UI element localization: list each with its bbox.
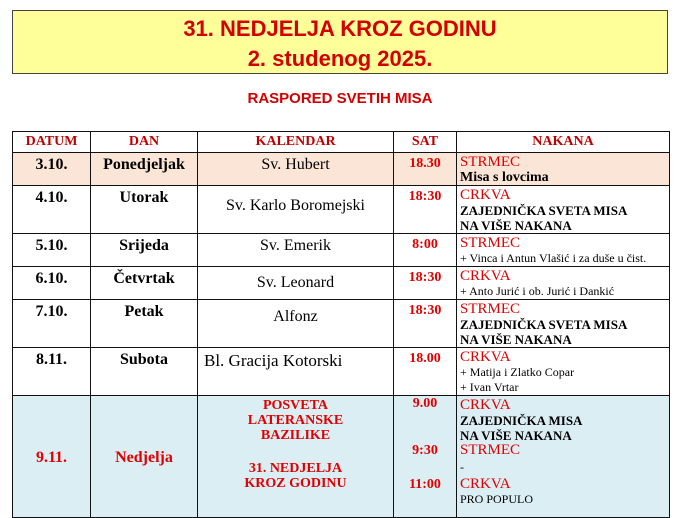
- table-row: [13, 267, 670, 300]
- intention: PRO POPULO: [460, 492, 534, 506]
- datum: 9.11.: [13, 396, 91, 518]
- datum: 6.10.: [13, 267, 91, 300]
- header-nakana: NAKANA: [457, 132, 670, 153]
- kalendar: Sv. Emerik: [198, 234, 394, 267]
- location: CRKVA: [460, 349, 511, 365]
- header-kalendar: KALENDAR: [198, 132, 394, 153]
- header-row: [13, 132, 670, 153]
- location: STRMEC: [460, 301, 521, 317]
- datum: 7.10.: [13, 300, 91, 348]
- nakana: [457, 267, 670, 300]
- mass-2: [460, 443, 669, 475]
- intention: + Matija i Zlatko Copar: [460, 365, 575, 379]
- location: CRKVA: [460, 397, 511, 413]
- intention: Misa s lovcima: [460, 170, 549, 185]
- dan: Srijeda: [91, 234, 198, 267]
- datum: 8.11.: [13, 348, 91, 396]
- title-line1: 31. NEDJELJA KROZ GODINU: [183, 16, 497, 41]
- location: STRMEC: [460, 235, 521, 251]
- table-row: [13, 186, 670, 234]
- kalendar: [198, 396, 394, 518]
- feast-name: POSVETA LATERANSKE BAZILIKE: [247, 398, 344, 443]
- intention: + Vinca i Antun Vlašić i za duše u čist.: [460, 251, 647, 265]
- table-row: [13, 153, 670, 186]
- sunday-row: [13, 396, 670, 518]
- dan: Petak: [91, 300, 198, 348]
- dan: Subota: [91, 348, 198, 396]
- intention: ZAJEDNIČKA MISA: [460, 413, 583, 428]
- sat: 18.00: [394, 348, 457, 396]
- kalendar: Alfonz: [198, 300, 394, 348]
- mass-1: [460, 398, 669, 443]
- dan: Ponedjeljak: [91, 153, 198, 186]
- sat: 8:00: [394, 234, 457, 267]
- nakana: [457, 153, 670, 186]
- table-row: [13, 234, 670, 267]
- sat: 18:30: [394, 267, 457, 300]
- intention: + Ivan Vrtar: [460, 380, 519, 394]
- sunday-name: 31. NEDJELJA KROZ GODINU: [244, 461, 347, 491]
- sat: 18:30: [394, 300, 457, 348]
- mass-schedule-table: [12, 131, 670, 518]
- time-3: 11:00: [409, 477, 441, 492]
- location: CRKVA: [460, 476, 511, 492]
- title-box: [12, 10, 668, 74]
- intention: -: [460, 460, 464, 474]
- datum: 4.10.: [13, 186, 91, 234]
- kalendar: Sv. Karlo Boromejski: [198, 186, 394, 234]
- header-dan: DAN: [91, 132, 198, 153]
- dan: Nedjelja: [91, 396, 198, 518]
- subtitle: RASPORED SVETIH MISA: [247, 90, 433, 107]
- intention: + Anto Jurić i ob. Jurić i Dankić: [460, 284, 615, 298]
- datum: 3.10.: [13, 153, 91, 186]
- mass-3: [460, 477, 669, 507]
- nakana: [457, 396, 670, 518]
- nakana: [457, 234, 670, 267]
- dan: Utorak: [91, 186, 198, 234]
- kalendar: Bl. Gracija Kotorski: [198, 348, 394, 396]
- dan: Četvrtak: [91, 267, 198, 300]
- sat: 18.30: [394, 153, 457, 186]
- title-line2: 2. studenog 2025.: [247, 46, 433, 71]
- sat: [394, 396, 457, 518]
- header-sat: SAT: [394, 132, 457, 153]
- table-row: [13, 300, 670, 348]
- intention: ZAJEDNIČKA SVETA MISA: [460, 317, 628, 332]
- location: STRMEC: [460, 442, 521, 458]
- nakana: [457, 300, 670, 348]
- location: CRKVA: [460, 187, 511, 203]
- time-1: 9.00: [412, 396, 438, 411]
- intention: NA VIŠE NAKANA: [460, 332, 572, 347]
- intention: ZAJEDNIČKA SVETA MISA: [460, 203, 628, 218]
- kalendar: Sv. Hubert: [198, 153, 394, 186]
- intention: NA VIŠE NAKANA: [460, 218, 572, 233]
- datum: 5.10.: [13, 234, 91, 267]
- intention: NA VIŠE NAKANA: [460, 428, 572, 443]
- nakana: [457, 348, 670, 396]
- time-2: 9:30: [412, 443, 438, 458]
- location: CRKVA: [460, 268, 511, 284]
- header-datum: DATUM: [13, 132, 91, 153]
- table-row: [13, 348, 670, 396]
- nakana: [457, 186, 670, 234]
- kalendar: Sv. Leonard: [198, 267, 394, 300]
- sat: 18:30: [394, 186, 457, 234]
- location: STRMEC: [460, 154, 521, 170]
